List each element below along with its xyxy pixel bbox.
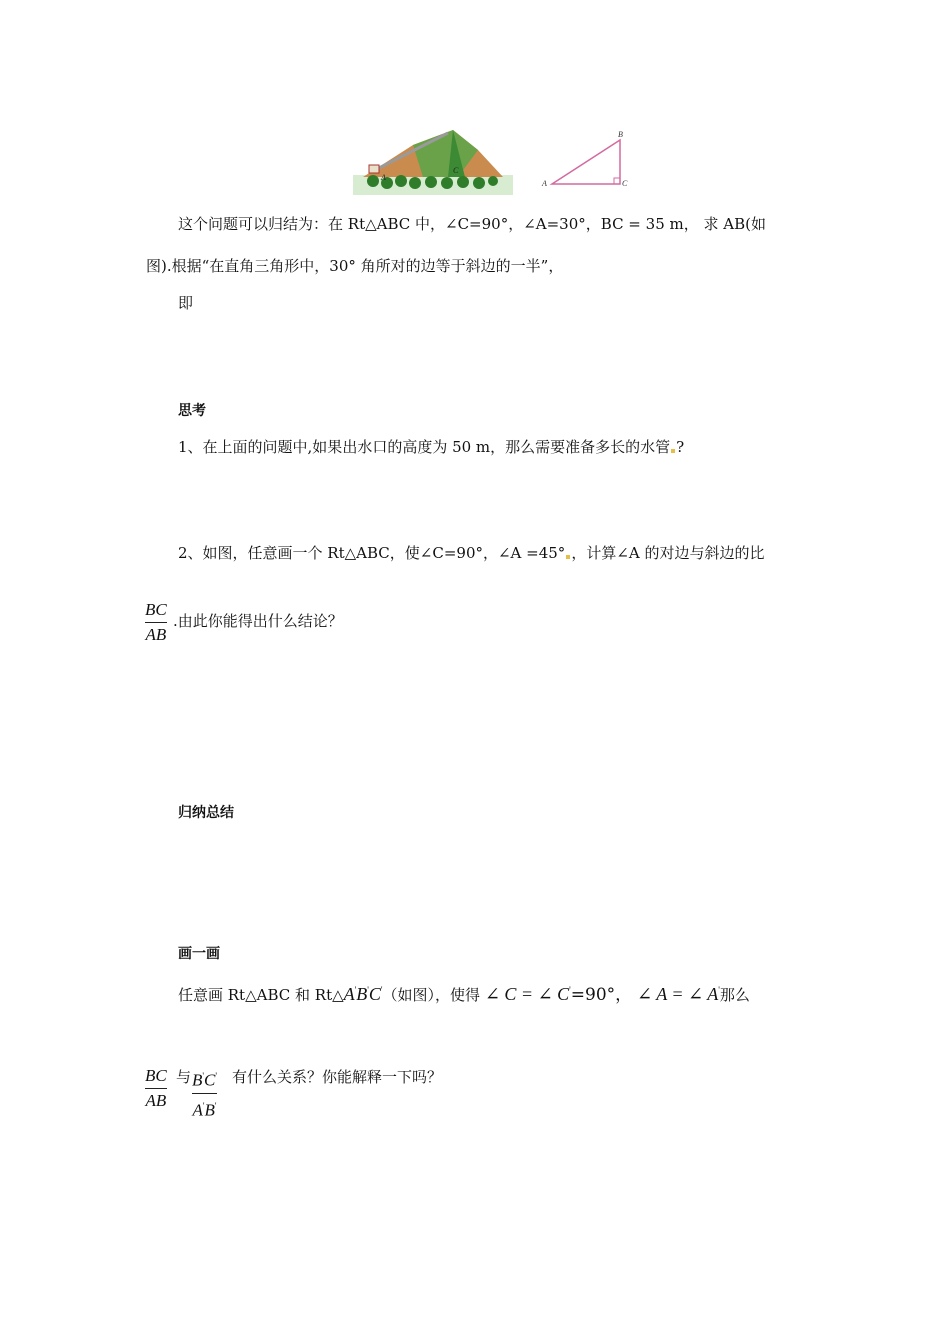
fraction-bar (192, 1093, 217, 1094)
draw-text-c: 那么 (719, 986, 750, 1004)
fraction-prime-numerator: B'C' (192, 1070, 217, 1090)
draw-with: 与 (176, 1068, 192, 1086)
triangle-prime-label: A'B'C' (343, 984, 383, 1004)
fraction-denominator: AB (145, 625, 167, 644)
mountain-label-a: A (381, 173, 386, 182)
fraction-denominator: AB (145, 1091, 167, 1110)
intro-line-2: 图).根据“在直角三角形中，30° 角所对的边等于斜边的一半”， (146, 257, 564, 275)
intro-line-1: 这个问题可以归结为：在 Rt△ABC 中，∠C=90°，∠A=30°，BC = 35 m， 求 AB(如 (178, 215, 766, 233)
draw-tail: 有什么关系？你能解释一下吗？ (232, 1068, 443, 1086)
equation-angle-c-tail: =90°， (570, 985, 633, 1005)
draw-text-b: （如图），使得 (382, 986, 481, 1004)
summary-heading: 归纳总结 (178, 805, 234, 821)
fraction-numerator: BC (145, 600, 167, 619)
fraction-bar (145, 622, 167, 623)
equation-angle-c: ∠ C = ∠ C' (484, 984, 571, 1004)
intro-line-3: 即 (178, 294, 194, 312)
think-q2-end: ，计算∠A 的对边与斜边的比 (571, 544, 765, 562)
tri-label-c: C (622, 179, 628, 188)
think-q2-text: 2、如图，任意画一个 Rt△ABC，使∠C=90°，∠A =45° (178, 544, 566, 562)
think-question-1 (178, 437, 684, 457)
think-q1-text: 1、在上面的问题中,如果出水口的高度为 50 m，那么需要准备多长的水管 (178, 438, 671, 456)
highlight-dot (671, 449, 675, 453)
think-q2-tail: .由此你能得出什么结论？ (173, 612, 343, 630)
think-heading: 思考 (178, 403, 206, 419)
fraction-bc-ab (145, 600, 167, 645)
mountain-label-c: C (453, 166, 459, 175)
draw-heading: 画一画 (178, 946, 220, 962)
tri-label-b: B (618, 130, 623, 139)
tri-label-a: A (542, 179, 547, 188)
highlight-dot (566, 555, 570, 559)
triangle-figure (540, 128, 630, 193)
draw-line-1 (178, 980, 750, 1005)
fraction-bar (145, 1088, 167, 1089)
think-q1-end: ? (676, 438, 685, 456)
think-question-2 (178, 543, 764, 563)
mountain-figure (353, 125, 513, 195)
fraction-numerator: BC (145, 1066, 167, 1085)
draw-text-a: 任意画 Rt△ABC 和 Rt△ (178, 986, 344, 1004)
fraction-prime (192, 1066, 217, 1120)
equation-angle-a: ∠ A = ∠ A' (636, 984, 720, 1004)
fraction-prime-denominator: A'B' (192, 1100, 217, 1120)
fraction-bc-ab-2 (145, 1066, 167, 1111)
